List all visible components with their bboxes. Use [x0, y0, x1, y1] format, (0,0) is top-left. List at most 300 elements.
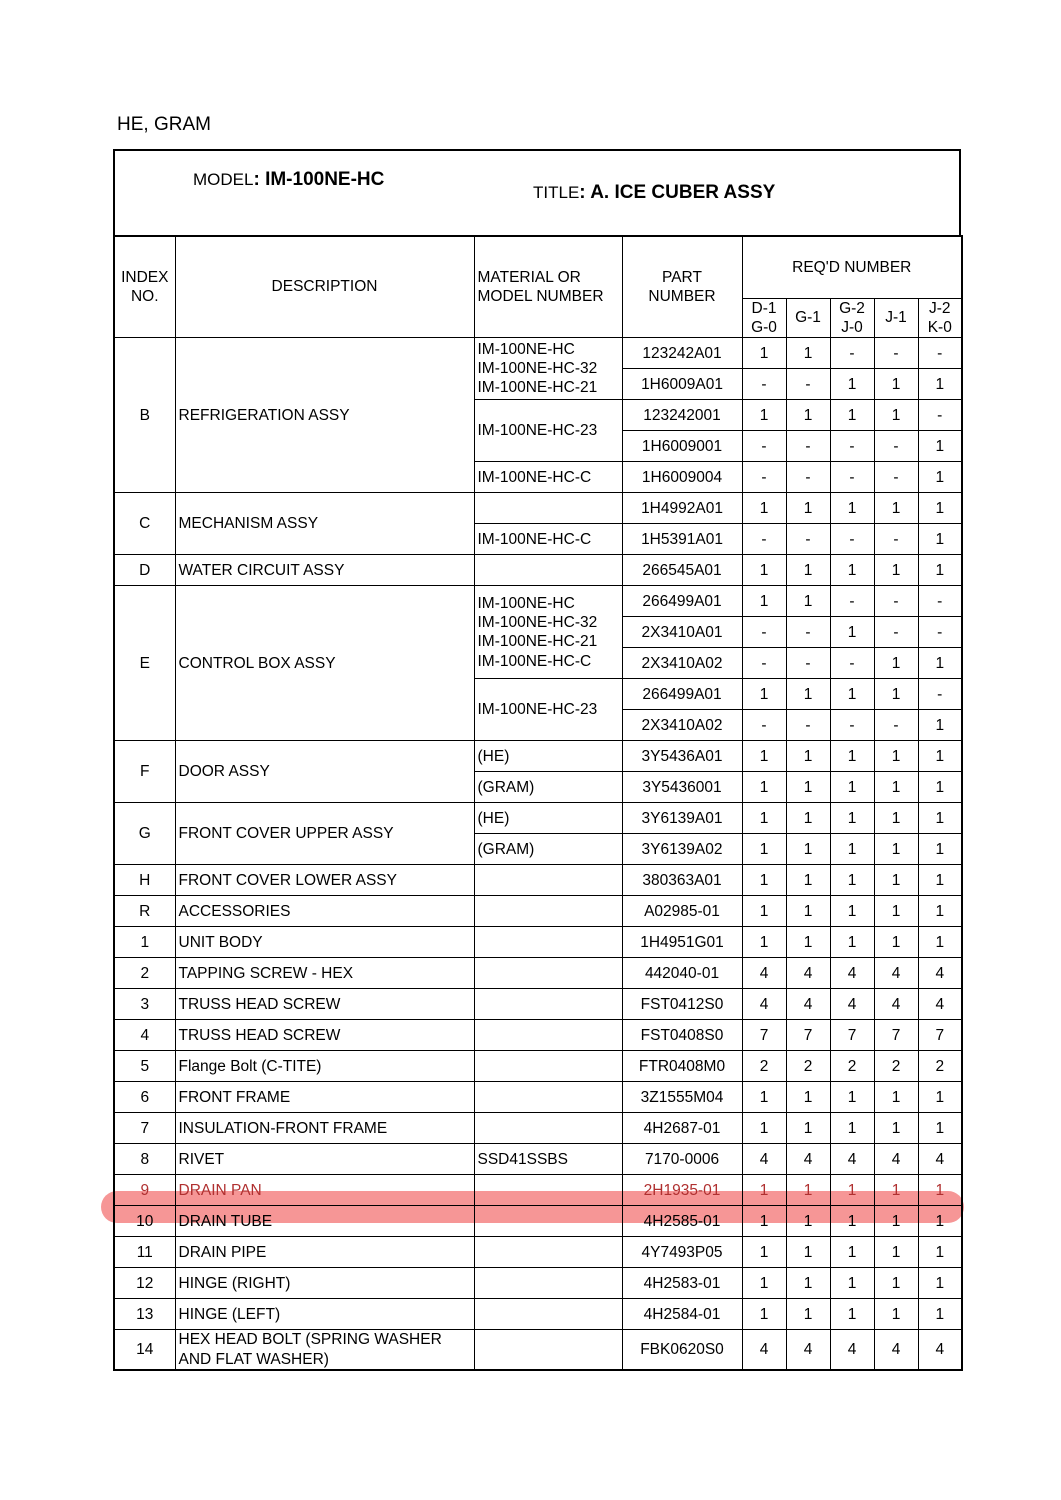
qty-cell: 1 [874, 772, 918, 803]
qty-cell: 1 [830, 1175, 874, 1206]
qty-cell: 1 [918, 1175, 962, 1206]
part-number-cell: 1H4951G01 [622, 927, 742, 958]
col-header-part-l1: PART [662, 268, 702, 286]
qty-cell: 2 [874, 1051, 918, 1082]
part-number-cell: FBK0620S0 [622, 1330, 742, 1370]
material-line: IM-100NE-HC-32 [477, 613, 598, 631]
qty-cell: - [918, 679, 962, 710]
model-label: MODEL [193, 170, 254, 189]
qty-cell: 4 [918, 1144, 962, 1175]
qty-cell: 1 [874, 834, 918, 865]
qty-cell: - [786, 648, 830, 679]
table-row [114, 1051, 962, 1082]
qty-cell: 1 [786, 803, 830, 834]
material-cell [474, 1299, 622, 1330]
qty-cell: 7 [830, 1020, 874, 1051]
material-cell [474, 834, 622, 865]
material-cell [474, 1330, 622, 1370]
qty-cell: - [830, 648, 874, 679]
table-row [114, 927, 962, 958]
qty-cell: 4 [742, 1330, 786, 1370]
index-cell: 13 [114, 1299, 175, 1330]
material-cell [474, 524, 622, 555]
table-row [114, 1330, 962, 1370]
description-cell: UNIT BODY [175, 927, 474, 958]
index-cell: 11 [114, 1237, 175, 1268]
qty-cell: 4 [742, 958, 786, 989]
qty-cell: 1 [742, 803, 786, 834]
qty-cell: 1 [830, 617, 874, 648]
index-cell: E [114, 586, 175, 741]
index-cell: F [114, 741, 175, 803]
table-row [114, 1206, 962, 1237]
description-cell: DRAIN TUBE [175, 1206, 474, 1237]
index-cell: 1 [114, 927, 175, 958]
col-header-reqd-4-l2: K-0 [927, 318, 952, 336]
qty-cell: 1 [874, 803, 918, 834]
qty-cell: 1 [830, 803, 874, 834]
qty-cell: 4 [786, 1330, 830, 1370]
material-cell [474, 896, 622, 927]
part-number-cell: FST0408S0 [622, 1020, 742, 1051]
qty-cell: - [742, 648, 786, 679]
description-cell: INSULATION-FRONT FRAME [175, 1113, 474, 1144]
col-header-reqd-0 [742, 298, 786, 338]
qty-cell: 4 [918, 989, 962, 1020]
qty-cell: - [830, 462, 874, 493]
qty-cell: 1 [918, 896, 962, 927]
qty-cell: 1 [874, 555, 918, 586]
qty-cell: 1 [918, 648, 962, 679]
material-line: IM-100NE-HC-21 [477, 379, 598, 397]
qty-cell: 1 [830, 927, 874, 958]
material-line: IM-100NE-HC-21 [477, 633, 598, 651]
parts-table [113, 235, 963, 1371]
qty-cell: 1 [830, 1237, 874, 1268]
description-cell: WATER CIRCUIT ASSY [175, 555, 474, 586]
table-row [114, 1113, 962, 1144]
col-header-reqd-4-l1: J-2 [928, 299, 951, 317]
qty-cell: - [874, 586, 918, 617]
qty-cell: 2 [918, 1051, 962, 1082]
table-row [114, 958, 962, 989]
index-cell: 7 [114, 1113, 175, 1144]
material-cell [474, 400, 622, 462]
table-row [114, 1175, 962, 1206]
part-number-cell: 123242A01 [622, 338, 742, 369]
part-number-cell: 4H2583-01 [622, 1268, 742, 1299]
index-cell: 10 [114, 1206, 175, 1237]
part-number-cell: 3Y5436A01 [622, 741, 742, 772]
qty-cell: 1 [786, 338, 830, 369]
index-cell: 4 [114, 1020, 175, 1051]
col-header-material-l1: MATERIAL OR [477, 268, 581, 286]
qty-cell: 1 [786, 1206, 830, 1237]
qty-cell: 7 [742, 1020, 786, 1051]
col-header-reqd-0-l1: D-1 [751, 299, 777, 317]
description-cell: TRUSS HEAD SCREW [175, 1020, 474, 1051]
index-cell: 6 [114, 1082, 175, 1113]
table-row [114, 1144, 962, 1175]
qty-cell: 1 [874, 896, 918, 927]
description-cell: TAPPING SCREW - HEX [175, 958, 474, 989]
part-number-cell: 1H6009001 [622, 431, 742, 462]
qty-cell: 1 [742, 927, 786, 958]
part-number-cell: 123242001 [622, 400, 742, 431]
qty-cell: 1 [918, 369, 962, 400]
qty-cell: 1 [874, 741, 918, 772]
qty-cell: 4 [830, 958, 874, 989]
index-cell: G [114, 803, 175, 865]
qty-cell: 1 [742, 865, 786, 896]
qty-cell: - [874, 431, 918, 462]
qty-cell: 1 [830, 679, 874, 710]
qty-cell: 1 [830, 834, 874, 865]
part-number-cell: 266499A01 [622, 586, 742, 617]
qty-cell: - [742, 617, 786, 648]
part-number-cell: FTR0408M0 [622, 1051, 742, 1082]
description-cell: DOOR ASSY [175, 741, 474, 803]
qty-cell: 1 [918, 927, 962, 958]
qty-cell: 1 [742, 1237, 786, 1268]
material-cell [474, 1237, 622, 1268]
material-cell [474, 927, 622, 958]
index-cell: D [114, 555, 175, 586]
part-number-cell: 1H6009004 [622, 462, 742, 493]
qty-cell: - [786, 369, 830, 400]
qty-cell: 1 [786, 927, 830, 958]
material-cell [474, 1268, 622, 1299]
col-header-reqd: REQ'D NUMBER [742, 236, 962, 298]
qty-cell: 7 [786, 1020, 830, 1051]
qty-cell: 1 [874, 1237, 918, 1268]
qty-cell: 4 [786, 1144, 830, 1175]
material-cell [474, 338, 622, 400]
material-line: (HE) [477, 809, 510, 827]
qty-cell: - [786, 617, 830, 648]
material-cell [474, 772, 622, 803]
index-cell: C [114, 493, 175, 555]
qty-cell: 1 [918, 803, 962, 834]
qty-cell: - [742, 462, 786, 493]
qty-cell: 1 [918, 741, 962, 772]
material-cell [474, 1082, 622, 1113]
qty-cell: 4 [830, 1330, 874, 1370]
qty-cell: - [874, 338, 918, 369]
description-cell: MECHANISM ASSY [175, 493, 474, 555]
qty-cell: - [874, 524, 918, 555]
qty-cell: - [786, 524, 830, 555]
col-header-index-l2: NO. [130, 288, 159, 306]
qty-cell: 1 [874, 1206, 918, 1237]
qty-cell: 1 [918, 710, 962, 741]
qty-cell: 1 [786, 1268, 830, 1299]
qty-cell: 4 [830, 989, 874, 1020]
description-cell: DRAIN PIPE [175, 1237, 474, 1268]
qty-cell: - [830, 710, 874, 741]
table-row [114, 555, 962, 586]
qty-cell: 1 [786, 1113, 830, 1144]
index-cell: 2 [114, 958, 175, 989]
part-number-cell: 2X3410A01 [622, 617, 742, 648]
index-cell: 5 [114, 1051, 175, 1082]
qty-cell: 4 [874, 958, 918, 989]
description-cell: REFRIGERATION ASSY [175, 338, 474, 493]
col-header-reqd-3-l1: J-1 [885, 309, 907, 327]
qty-cell: 1 [742, 338, 786, 369]
qty-cell: 1 [830, 1299, 874, 1330]
col-header-material-l2: MODEL NUMBER [477, 288, 604, 306]
material-cell [474, 958, 622, 989]
col-header-reqd-0-l2: G-0 [751, 318, 777, 336]
material-line: IM-100NE-HC [477, 594, 575, 612]
material-line: (GRAM) [477, 778, 535, 796]
qty-cell: 1 [786, 741, 830, 772]
part-number-cell: 266545A01 [622, 555, 742, 586]
material-cell [474, 865, 622, 896]
model-block [193, 169, 384, 191]
col-header-description: DESCRIPTION [175, 236, 474, 338]
qty-cell: 1 [874, 1268, 918, 1299]
material-line: SSD41SSBS [477, 1150, 568, 1168]
part-number-cell: 4H2585-01 [622, 1206, 742, 1237]
qty-cell: 1 [918, 524, 962, 555]
qty-cell: 1 [786, 1299, 830, 1330]
description-cell: DRAIN PAN [175, 1175, 474, 1206]
qty-cell: 1 [874, 927, 918, 958]
qty-cell: 1 [742, 555, 786, 586]
part-number-cell: 2X3410A02 [622, 710, 742, 741]
col-header-part [622, 236, 742, 338]
table-row [114, 586, 962, 617]
qty-cell: - [742, 369, 786, 400]
material-line: IM-100NE-HC-C [477, 652, 592, 670]
part-number-cell: 442040-01 [622, 958, 742, 989]
col-header-part-l2: NUMBER [648, 288, 716, 306]
col-header-reqd-1 [786, 298, 830, 338]
material-cell [474, 1113, 622, 1144]
qty-cell: - [742, 431, 786, 462]
qty-cell: 1 [786, 493, 830, 524]
parts-sheet [113, 149, 961, 1371]
qty-cell: 1 [742, 493, 786, 524]
material-cell [474, 1175, 622, 1206]
qty-cell: - [874, 462, 918, 493]
qty-cell: - [918, 400, 962, 431]
qty-cell: - [830, 338, 874, 369]
part-number-cell: 2H1935-01 [622, 1175, 742, 1206]
qty-cell: 1 [918, 462, 962, 493]
qty-cell: 1 [830, 369, 874, 400]
qty-cell: - [918, 338, 962, 369]
qty-cell: 4 [874, 1144, 918, 1175]
qty-cell: 1 [786, 1237, 830, 1268]
qty-cell: 1 [874, 369, 918, 400]
qty-cell: 1 [918, 1082, 962, 1113]
qty-cell: 1 [786, 1175, 830, 1206]
col-header-reqd-4 [918, 298, 962, 338]
part-number-cell: 7170-0006 [622, 1144, 742, 1175]
part-number-cell: 3Y6139A02 [622, 834, 742, 865]
qty-cell: 1 [874, 648, 918, 679]
qty-cell: - [918, 586, 962, 617]
material-cell [474, 679, 622, 741]
col-header-index [114, 236, 175, 338]
qty-cell: 1 [742, 1175, 786, 1206]
description-cell: HINGE (RIGHT) [175, 1268, 474, 1299]
index-cell: B [114, 338, 175, 493]
material-cell [474, 1020, 622, 1051]
qty-cell: 1 [918, 431, 962, 462]
qty-cell: 1 [786, 834, 830, 865]
qty-cell: - [742, 524, 786, 555]
material-line: IM-100NE-HC-23 [477, 422, 598, 440]
part-number-cell: 2X3410A02 [622, 648, 742, 679]
qty-cell: 1 [742, 1299, 786, 1330]
qty-cell: 1 [786, 400, 830, 431]
title-block [533, 182, 775, 204]
table-row [114, 896, 962, 927]
qty-cell: 4 [874, 1330, 918, 1370]
qty-cell: 1 [830, 1206, 874, 1237]
description-cell: FRONT COVER LOWER ASSY [175, 865, 474, 896]
col-header-material [474, 236, 622, 338]
index-cell: 8 [114, 1144, 175, 1175]
table-row [114, 989, 962, 1020]
description-cell: HINGE (LEFT) [175, 1299, 474, 1330]
qty-cell: 1 [874, 1082, 918, 1113]
table-row [114, 338, 962, 369]
qty-cell: 1 [918, 1206, 962, 1237]
material-cell [474, 989, 622, 1020]
qty-cell: 1 [918, 555, 962, 586]
table-row [114, 741, 962, 772]
description-cell: RIVET [175, 1144, 474, 1175]
description-cell: ACCESSORIES [175, 896, 474, 927]
index-cell: 14 [114, 1330, 175, 1370]
part-number-cell: 1H6009A01 [622, 369, 742, 400]
index-cell: H [114, 865, 175, 896]
table-row [114, 493, 962, 524]
qty-cell: 1 [742, 1268, 786, 1299]
material-cell [474, 741, 622, 772]
qty-cell: 2 [786, 1051, 830, 1082]
qty-cell: 1 [830, 1268, 874, 1299]
qty-cell: 1 [786, 772, 830, 803]
part-number-cell: 4Y7493P05 [622, 1237, 742, 1268]
qty-cell: 1 [786, 865, 830, 896]
qty-cell: 1 [830, 1113, 874, 1144]
qty-cell: 1 [830, 865, 874, 896]
col-header-index-l1: INDEX [121, 268, 169, 286]
qty-cell: 1 [918, 865, 962, 896]
qty-cell: - [742, 710, 786, 741]
part-number-cell: 1H5391A01 [622, 524, 742, 555]
qty-cell: 1 [830, 493, 874, 524]
index-cell: 9 [114, 1175, 175, 1206]
material-line: IM-100NE-HC [477, 340, 575, 358]
qty-cell: 1 [742, 741, 786, 772]
index-cell: 12 [114, 1268, 175, 1299]
qty-cell: 1 [830, 1082, 874, 1113]
index-cell: 3 [114, 989, 175, 1020]
qty-cell: 1 [742, 586, 786, 617]
qty-cell: 1 [918, 834, 962, 865]
description-cell: HEX HEAD BOLT (SPRING WASHER AND FLAT WASHER) [175, 1330, 474, 1370]
col-header-reqd-3 [874, 298, 918, 338]
qty-cell: 1 [742, 679, 786, 710]
qty-cell: - [830, 524, 874, 555]
table-row [114, 1268, 962, 1299]
part-number-cell: 380363A01 [622, 865, 742, 896]
qty-cell: 1 [742, 834, 786, 865]
table-row [114, 803, 962, 834]
part-number-cell: 3Z1555M04 [622, 1082, 742, 1113]
title-value: : A. ICE CUBER ASSY [579, 182, 776, 203]
qty-cell: - [830, 586, 874, 617]
qty-cell: 4 [786, 958, 830, 989]
qty-cell: 7 [874, 1020, 918, 1051]
index-cell: R [114, 896, 175, 927]
qty-cell: - [918, 617, 962, 648]
qty-cell: 1 [874, 493, 918, 524]
qty-cell: 1 [830, 741, 874, 772]
material-line: (HE) [477, 747, 510, 765]
qty-cell: 1 [918, 1268, 962, 1299]
qty-cell: 1 [918, 493, 962, 524]
part-number-cell: A02985-01 [622, 896, 742, 927]
qty-cell: - [786, 710, 830, 741]
qty-cell: 1 [874, 1175, 918, 1206]
qty-cell: 1 [742, 1206, 786, 1237]
col-header-reqd-2-l1: G-2 [839, 299, 865, 317]
material-line: IM-100NE-HC-C [477, 468, 592, 486]
col-header-reqd-2 [830, 298, 874, 338]
material-cell [474, 493, 622, 524]
table-row [114, 1020, 962, 1051]
col-header-reqd-1-l1: G-1 [795, 309, 821, 327]
qty-cell: 1 [742, 772, 786, 803]
qty-cell: 1 [830, 772, 874, 803]
material-line: IM-100NE-HC-C [477, 530, 592, 548]
table-row [114, 1237, 962, 1268]
part-number-cell: FST0412S0 [622, 989, 742, 1020]
qty-cell: 1 [742, 1082, 786, 1113]
parts-table-body [114, 338, 962, 1370]
qty-cell: 1 [742, 1113, 786, 1144]
model-value: : IM-100NE-HC [253, 169, 385, 190]
qty-cell: - [830, 431, 874, 462]
header-note: HE, GRAM [117, 114, 211, 135]
qty-cell: 1 [874, 400, 918, 431]
description-cell: CONTROL BOX ASSY [175, 586, 474, 741]
title-box [113, 149, 961, 235]
material-cell [474, 1206, 622, 1237]
qty-cell: 1 [786, 586, 830, 617]
title-label: TITLE [533, 183, 580, 202]
material-line: IM-100NE-HC-23 [477, 701, 598, 719]
qty-cell: 4 [918, 1330, 962, 1370]
qty-cell: 1 [918, 1113, 962, 1144]
qty-cell: 1 [830, 555, 874, 586]
table-row [114, 1299, 962, 1330]
qty-cell: 1 [874, 1299, 918, 1330]
qty-cell: 4 [786, 989, 830, 1020]
qty-cell: - [786, 431, 830, 462]
qty-cell: 4 [830, 1144, 874, 1175]
qty-cell: 1 [830, 400, 874, 431]
qty-cell: 1 [786, 896, 830, 927]
